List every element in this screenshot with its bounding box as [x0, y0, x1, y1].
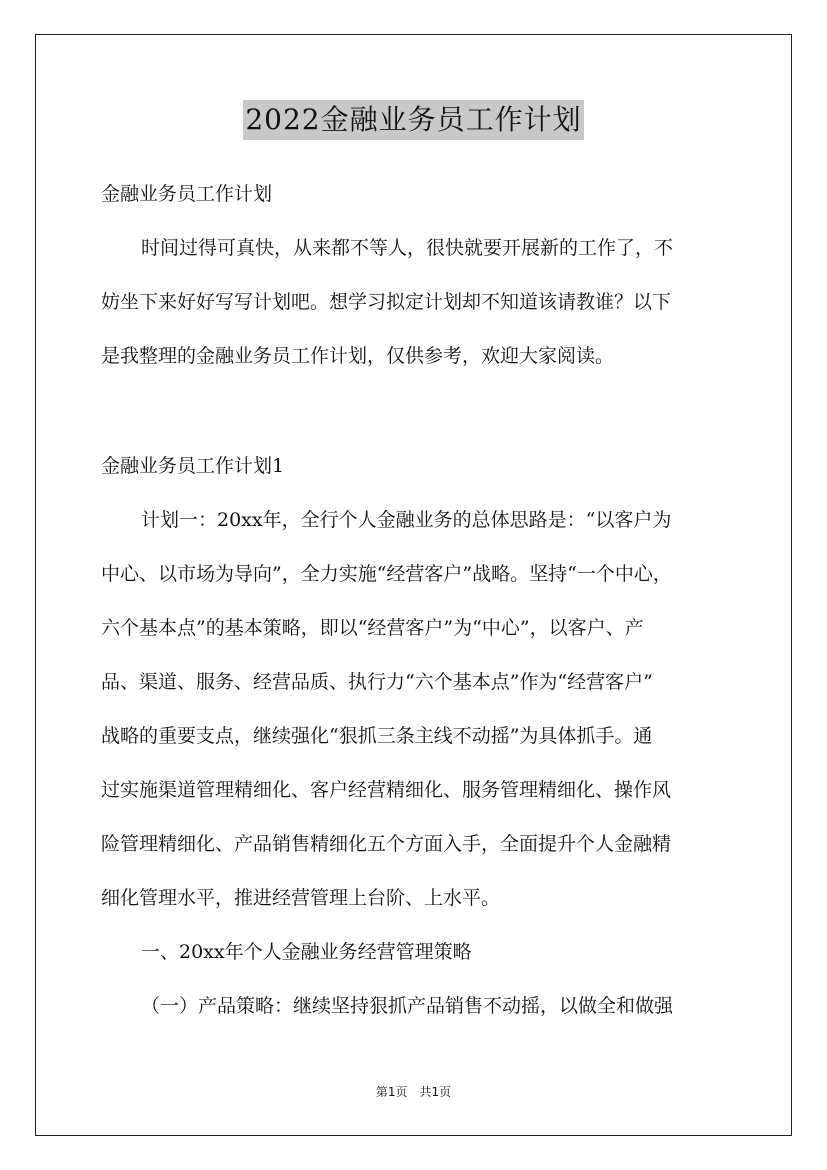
body-line-6: 过实施渠道管理精细化、客户经营精细化、服务管理精细化、操作风 [101, 779, 672, 801]
item-subheading: （一）产品策略：继续坚持狠抓产品销售不动摇，以做全和做强 [141, 995, 674, 1017]
body-line-7: 险管理精细化、产品销售精细化五个方面入手，全面提升个人金融精 [101, 833, 672, 855]
document-subtitle: 金融业务员工作计划 [101, 183, 273, 205]
body-line-2: 中心、以市场为导向”，全力实施“经营客户”战略。坚持“一个中心， [101, 563, 672, 585]
body-line-3: 六个基本点”的基本策略，即以“经营客户”为“中心”，以客户、产 [101, 617, 644, 639]
body-line-4: 品、渠道、服务、经营品质、执行力“六个基本点”作为“经营客户” [101, 671, 653, 693]
intro-line-3: 是我整理的金融业务员工作计划，仅供参考，欢迎大家阅读。 [101, 345, 615, 367]
title-container [0, 100, 827, 140]
page-number: 第1页 共1页 [375, 1085, 452, 1099]
document-title: 2022金融业务员工作计划 [243, 100, 583, 140]
item-heading: 一、20xx年个人金融业务经营管理策略 [141, 941, 472, 963]
body-line-8: 细化管理水平，推进经营管理上台阶、上水平。 [101, 887, 501, 909]
intro-line-1: 时间过得可真快，从来都不等人，很快就要开展新的工作了，不 [141, 237, 674, 259]
page-footer [0, 1083, 827, 1100]
body-line-5: 战略的重要支点，继续强化“狠抓三条主线不动摇”为具体抓手。通 [101, 725, 653, 747]
body-line-1: 计划一：20xx年，全行个人金融业务的总体思路是：“以客户为 [141, 509, 672, 531]
intro-line-2: 妨坐下来好好写写计划吧。想学习拟定计划却不知道该请教谁？以下 [101, 291, 672, 313]
section-heading: 金融业务员工作计划1 [101, 455, 285, 477]
